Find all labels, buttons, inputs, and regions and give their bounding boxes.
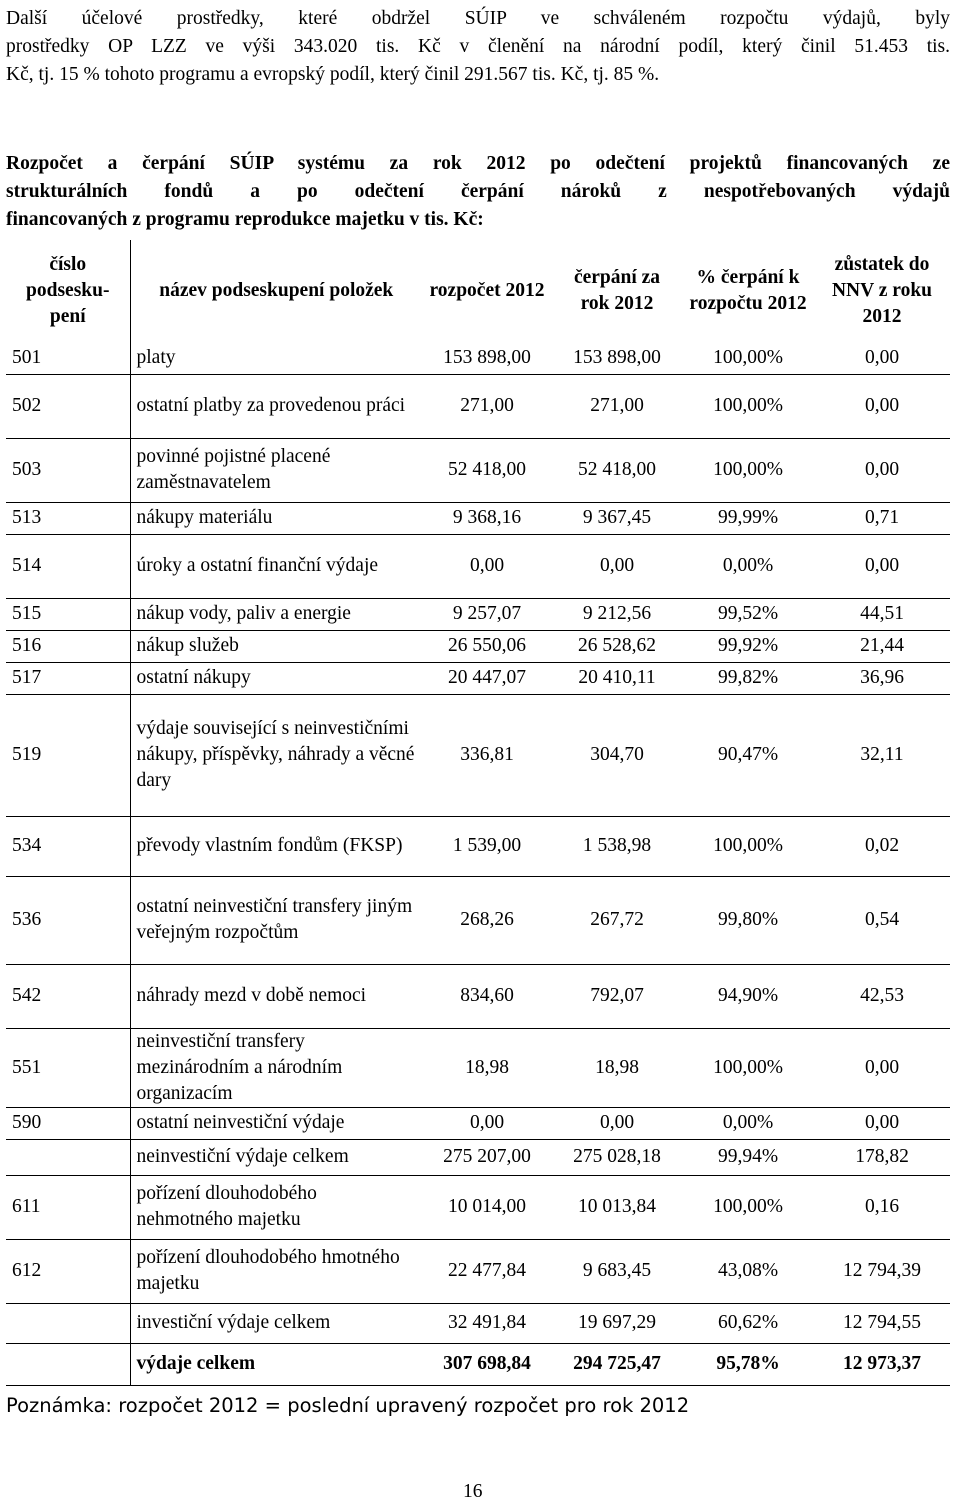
cell-percent: 99,99%	[682, 502, 814, 534]
cell-code: 514	[6, 534, 130, 598]
cell-percent: 60,62%	[682, 1303, 814, 1343]
table-row	[6, 534, 950, 598]
cell-code: 503	[6, 438, 130, 502]
cell-spent: 19 697,29	[552, 1303, 682, 1343]
cell-percent: 99,80%	[682, 876, 814, 964]
header-code: číslo podsesku-pení	[26, 254, 110, 327]
cell-name: úroky a ostatní finanční výdaje	[130, 534, 422, 598]
table-row	[6, 1107, 950, 1139]
cell-remainder: 36,96	[814, 662, 950, 694]
cell-percent: 94,90%	[682, 964, 814, 1028]
heading-line: strukturálních fondů a po odečtení čerpání nároků z nespotřebovaných výdajů	[6, 181, 950, 202]
header-remainder: zůstatek do NNV z roku 2012	[831, 254, 933, 327]
cell-budget: 32 491,84	[422, 1303, 552, 1343]
cell-spent: 294 725,47	[552, 1343, 682, 1385]
cell-percent: 0,00%	[682, 534, 814, 598]
heading-line: Rozpočet a čerpání SÚIP systému za rok 2012 po odečtení projektů financovaných ze	[6, 153, 950, 174]
cell-remainder: 0,71	[814, 502, 950, 534]
cell-name: neinvestiční transfery mezinárodním a národním organizacím	[130, 1028, 422, 1107]
cell-code	[6, 1343, 130, 1385]
header-spent: čerpání za rok 2012	[573, 267, 661, 314]
table-row	[6, 1028, 950, 1107]
cell-name: převody vlastním fondům (FKSP)	[130, 816, 422, 876]
cell-remainder: 0,54	[814, 876, 950, 964]
cell-code: 551	[6, 1028, 130, 1107]
cell-percent: 43,08%	[682, 1239, 814, 1303]
cell-name: ostatní nákupy	[130, 662, 422, 694]
table-row	[6, 342, 950, 374]
cell-spent: 52 418,00	[552, 438, 682, 502]
cell-name: povinné pojistné placené zaměstnavatelem	[130, 438, 422, 502]
cell-spent: 9 683,45	[552, 1239, 682, 1303]
cell-budget: 307 698,84	[422, 1343, 552, 1385]
cell-code: 534	[6, 816, 130, 876]
cell-name: ostatní neinvestiční transfery jiným veřejným rozpočtům	[130, 876, 422, 964]
cell-remainder: 32,11	[814, 694, 950, 816]
table-header-row	[6, 240, 950, 342]
cell-name: neinvestiční výdaje celkem	[130, 1139, 422, 1175]
cell-code: 502	[6, 374, 130, 438]
cell-name: výdaje související s neinvestičními nákupy, příspěvky, náhrady a věcné dary	[130, 694, 422, 816]
table-row	[6, 598, 950, 630]
cell-budget: 275 207,00	[422, 1139, 552, 1175]
intro-line: Další účelové prostředky, které obdržel SÚIP ve schváleném rozpočtu výdajů, byly	[6, 8, 950, 29]
table-row	[6, 662, 950, 694]
cell-remainder: 42,53	[814, 964, 950, 1028]
cell-code: 516	[6, 630, 130, 662]
table-row	[6, 374, 950, 438]
table-row	[6, 1343, 950, 1385]
table-row	[6, 438, 950, 502]
cell-code	[6, 1139, 130, 1175]
cell-budget: 9 257,07	[422, 598, 552, 630]
cell-budget: 1 539,00	[422, 816, 552, 876]
cell-code: 519	[6, 694, 130, 816]
cell-spent: 275 028,18	[552, 1139, 682, 1175]
cell-name: pořízení dlouhodobého hmotného majetku	[130, 1239, 422, 1303]
header-name: název podseskupení položek	[130, 240, 422, 342]
heading-line: financovaných z programu reprodukce majetku v tis. Kč:	[6, 209, 484, 230]
table-row	[6, 630, 950, 662]
table-heading	[6, 150, 950, 234]
cell-spent: 792,07	[552, 964, 682, 1028]
intro-paragraph	[6, 5, 950, 89]
cell-name: platy	[130, 342, 422, 374]
cell-percent: 100,00%	[682, 438, 814, 502]
cell-spent: 271,00	[552, 374, 682, 438]
cell-percent: 99,82%	[682, 662, 814, 694]
cell-code: 513	[6, 502, 130, 534]
cell-budget: 336,81	[422, 694, 552, 816]
cell-name: ostatní neinvestiční výdaje	[130, 1107, 422, 1139]
cell-spent: 0,00	[552, 1107, 682, 1139]
cell-budget: 0,00	[422, 534, 552, 598]
cell-remainder: 0,02	[814, 816, 950, 876]
cell-spent: 26 528,62	[552, 630, 682, 662]
cell-code	[6, 1303, 130, 1343]
header-budget: rozpočet 2012	[429, 280, 545, 301]
cell-remainder: 0,16	[814, 1175, 950, 1239]
cell-budget: 271,00	[422, 374, 552, 438]
cell-spent: 10 013,84	[552, 1175, 682, 1239]
cell-code: 515	[6, 598, 130, 630]
intro-line: prostředky OP LZZ ve výši 343.020 tis. Kč v členění na národní podíl, který činil 51.453 tis.	[6, 36, 950, 57]
cell-code: 542	[6, 964, 130, 1028]
cell-percent: 95,78%	[682, 1343, 814, 1385]
cell-percent: 100,00%	[682, 1028, 814, 1107]
budget-table	[6, 240, 950, 1386]
cell-budget: 52 418,00	[422, 438, 552, 502]
cell-remainder: 0,00	[814, 374, 950, 438]
cell-spent: 267,72	[552, 876, 682, 964]
cell-spent: 18,98	[552, 1028, 682, 1107]
cell-code: 611	[6, 1175, 130, 1239]
cell-budget: 20 447,07	[422, 662, 552, 694]
cell-name: náhrady mezd v době nemoci	[130, 964, 422, 1028]
cell-name: investiční výdaje celkem	[130, 1303, 422, 1343]
cell-budget: 26 550,06	[422, 630, 552, 662]
cell-remainder: 0,00	[814, 342, 950, 374]
cell-percent: 90,47%	[682, 694, 814, 816]
cell-remainder: 0,00	[814, 1028, 950, 1107]
cell-remainder: 178,82	[814, 1139, 950, 1175]
cell-remainder: 0,00	[814, 1107, 950, 1139]
table-row	[6, 964, 950, 1028]
table-row	[6, 1175, 950, 1239]
cell-remainder: 0,00	[814, 438, 950, 502]
cell-budget: 268,26	[422, 876, 552, 964]
header-percent: % čerpání k rozpočtu 2012	[689, 267, 807, 314]
cell-percent: 100,00%	[682, 816, 814, 876]
cell-spent: 9 212,56	[552, 598, 682, 630]
cell-name: nákup služeb	[130, 630, 422, 662]
cell-budget: 22 477,84	[422, 1239, 552, 1303]
cell-remainder: 21,44	[814, 630, 950, 662]
cell-spent: 0,00	[552, 534, 682, 598]
cell-name: nákup vody, paliv a energie	[130, 598, 422, 630]
cell-budget: 153 898,00	[422, 342, 552, 374]
cell-percent: 100,00%	[682, 1175, 814, 1239]
cell-percent: 0,00%	[682, 1107, 814, 1139]
page-number: 16	[463, 1481, 483, 1502]
table-row	[6, 694, 950, 816]
cell-spent: 153 898,00	[552, 342, 682, 374]
cell-spent: 304,70	[552, 694, 682, 816]
cell-code: 517	[6, 662, 130, 694]
table-row	[6, 1303, 950, 1343]
cell-remainder: 44,51	[814, 598, 950, 630]
cell-spent: 20 410,11	[552, 662, 682, 694]
cell-name: ostatní platby za provedenou práci	[130, 374, 422, 438]
cell-name: nákupy materiálu	[130, 502, 422, 534]
table-row	[6, 816, 950, 876]
cell-percent: 99,52%	[682, 598, 814, 630]
cell-budget: 10 014,00	[422, 1175, 552, 1239]
cell-percent: 99,92%	[682, 630, 814, 662]
cell-remainder: 12 973,37	[814, 1343, 950, 1385]
cell-code: 612	[6, 1239, 130, 1303]
table-row	[6, 1139, 950, 1175]
cell-percent: 100,00%	[682, 342, 814, 374]
cell-code: 501	[6, 342, 130, 374]
cell-budget: 9 368,16	[422, 502, 552, 534]
table-row	[6, 502, 950, 534]
cell-percent: 99,94%	[682, 1139, 814, 1175]
cell-remainder: 0,00	[814, 534, 950, 598]
cell-spent: 9 367,45	[552, 502, 682, 534]
table-row	[6, 1239, 950, 1303]
intro-line: Kč, tj. 15 % tohoto programu a evropský podíl, který činil 291.567 tis. Kč, tj. 85 %.	[6, 64, 660, 85]
cell-remainder: 12 794,55	[814, 1303, 950, 1343]
footnote: Poznámka: rozpočet 2012 = poslední upravený rozpočet pro rok 2012	[6, 1394, 690, 1417]
cell-code: 536	[6, 876, 130, 964]
cell-budget: 0,00	[422, 1107, 552, 1139]
cell-name: pořízení dlouhodobého nehmotného majetku	[130, 1175, 422, 1239]
cell-spent: 1 538,98	[552, 816, 682, 876]
table-row	[6, 876, 950, 964]
cell-name: výdaje celkem	[130, 1343, 422, 1385]
cell-budget: 18,98	[422, 1028, 552, 1107]
cell-budget: 834,60	[422, 964, 552, 1028]
cell-code: 590	[6, 1107, 130, 1139]
cell-remainder: 12 794,39	[814, 1239, 950, 1303]
cell-percent: 100,00%	[682, 374, 814, 438]
